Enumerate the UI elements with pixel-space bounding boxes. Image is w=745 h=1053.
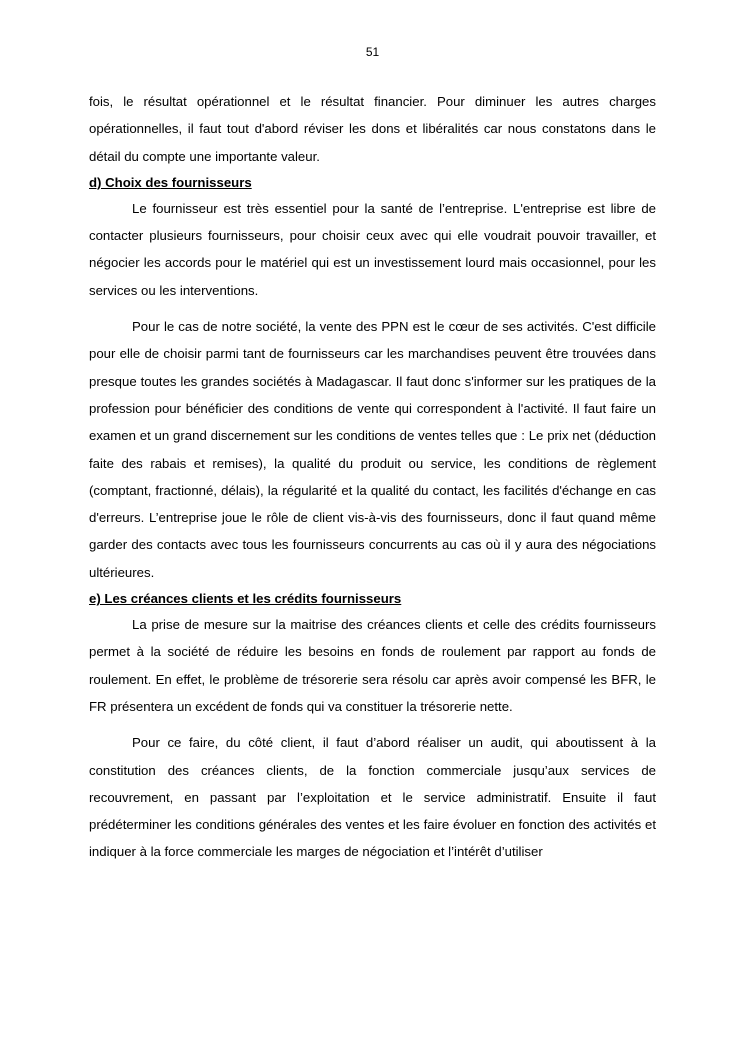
page-number: 51	[365, 45, 380, 59]
paragraph-supplier-choice: Pour le cas de notre société, la vente des PPN est le cœur de ses activités. C'est difficile pour elle de choisir parmi tant de fournisseurs car les marchandises peuvent être trouvées dans presque toutes les grandes sociétés à Madagascar. Il faut donc s'informer sur les pratiques de la profession pour bénéficier des conditions de vente qui correspondent à l'activité. Il faut faire un examen et un grand discernement sur les conditions de ventes telles que : Le prix net (déduction faite des rabais et remises), la qualité du produit ou service, les conditions de règlement (comptant, fractionné, délais), la régularité et la qualité du contact, les facilités d'échange en cas d'erreurs. L’entreprise joue le rôle de client vis-à-vis des fournisseurs, donc il faut quand même garder des contacts avec tous les fournisseurs concurrents au cas où il y aura des négociations ultérieures.	[89, 319, 656, 580]
section-heading-suppliers: d) Choix des fournisseurs	[89, 174, 252, 190]
paragraph-intro: fois, le résultat opérationnel et le résultat financier. Pour diminuer les autres charges opérationnelles, il faut tout d'abord réviser les dons et libéralités car nous constatons dans le détail du compte une importante valeur.	[89, 94, 656, 164]
paragraph-client-audit: Pour ce faire, du côté client, il faut d’abord réaliser un audit, qui aboutissent à la constitution des créances clients, de la fonction commerciale jusqu’aux services de recouvrement, en passant par l’exploitation et le service administratif. Ensuite il faut prédéterminer les conditions générales des ventes et les faire évoluer en fonction des activités et indiquer à la force commerciale les marges de négociation et l’intérêt d’utiliser	[89, 735, 656, 860]
paragraph-supplier-importance: Le fournisseur est très essentiel pour la santé de l’entreprise. L'entreprise est libre de contacter plusieurs fournisseurs, pour choisir ceux avec qui elle voudrait pouvoir travailler, et négocier les accords pour le matériel qui est un investissement lourd mais occasionnel, pour les services ou les interventions.	[89, 200, 656, 298]
page-body	[89, 88, 656, 866]
paragraph-receivables-measure: La prise de mesure sur la maitrise des créances clients et celle des crédits fournisseurs permet à la société de réduire les besoins en fonds de roulement par rapport au fonds de roulement. En effet, le problème de trésorerie sera résolu car après avoir compensé les BFR, le FR présentera un excédent de fonds qui va constituer la trésorerie nette.	[89, 617, 656, 714]
section-heading-receivables: e) Les créances clients et les crédits fournisseurs	[89, 591, 402, 607]
